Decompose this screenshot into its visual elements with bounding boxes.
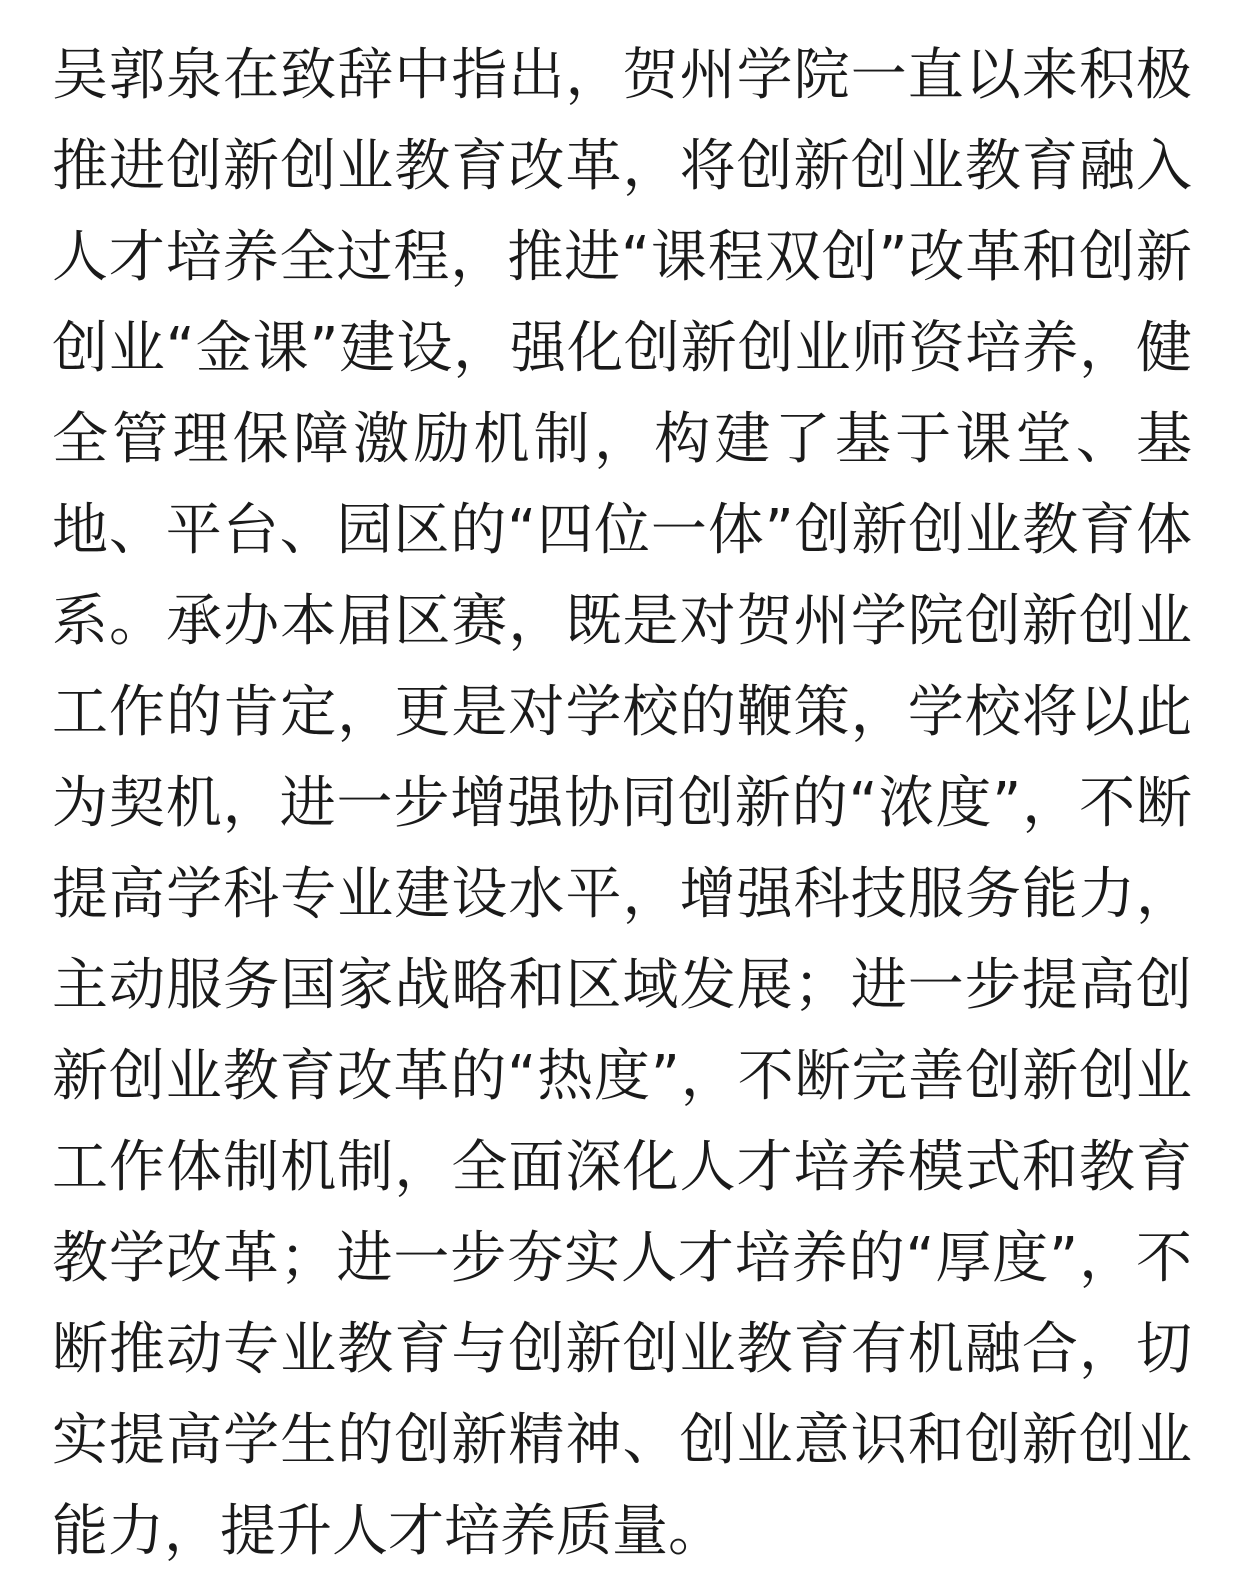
text-line: 实提高学生的创新精神、创业意识和创新创业 bbox=[52, 1408, 1192, 1473]
text-line: 系。承办本届区赛，既是对贺州学院创新创业 bbox=[52, 589, 1192, 654]
text-line: 教学改革；进一步夯实人才培养的“厚度”，不 bbox=[52, 1226, 1192, 1291]
text-line: 新创业教育改革的“热度”，不断完善创新创业 bbox=[52, 1044, 1192, 1109]
article-body bbox=[52, 30, 1192, 1577]
text-line: 工作体制机制，全面深化人才培养模式和教育 bbox=[52, 1135, 1192, 1200]
text-line: 主动服务国家战略和区域发展；进一步提高创 bbox=[52, 953, 1192, 1018]
text-line: 全管理保障激励机制，构建了基于课堂、基 bbox=[52, 407, 1192, 472]
text-line: 吴郭泉在致辞中指出，贺州学院一直以来积极 bbox=[52, 43, 1192, 108]
text-line: 推进创新创业教育改革，将创新创业教育融入 bbox=[52, 134, 1192, 199]
text-line: 创业“金课”建设，强化创新创业师资培养，健 bbox=[52, 316, 1192, 381]
text-line: 地、平台、园区的“四位一体”创新创业教育体 bbox=[52, 498, 1192, 563]
text-line: 为契机，进一步增强协同创新的“浓度”，不断 bbox=[52, 771, 1192, 836]
text-line: 人才培养全过程，推进“课程双创”改革和创新 bbox=[52, 225, 1192, 290]
text-line: 提高学科专业建设水平，增强科技服务能力， bbox=[52, 862, 1192, 927]
text-line: 能力，提升人才培养质量。 bbox=[52, 1499, 724, 1564]
text-line: 断推动专业教育与创新创业教育有机融合，切 bbox=[52, 1317, 1192, 1382]
text-line: 工作的肯定，更是对学校的鞭策，学校将以此 bbox=[52, 680, 1192, 745]
